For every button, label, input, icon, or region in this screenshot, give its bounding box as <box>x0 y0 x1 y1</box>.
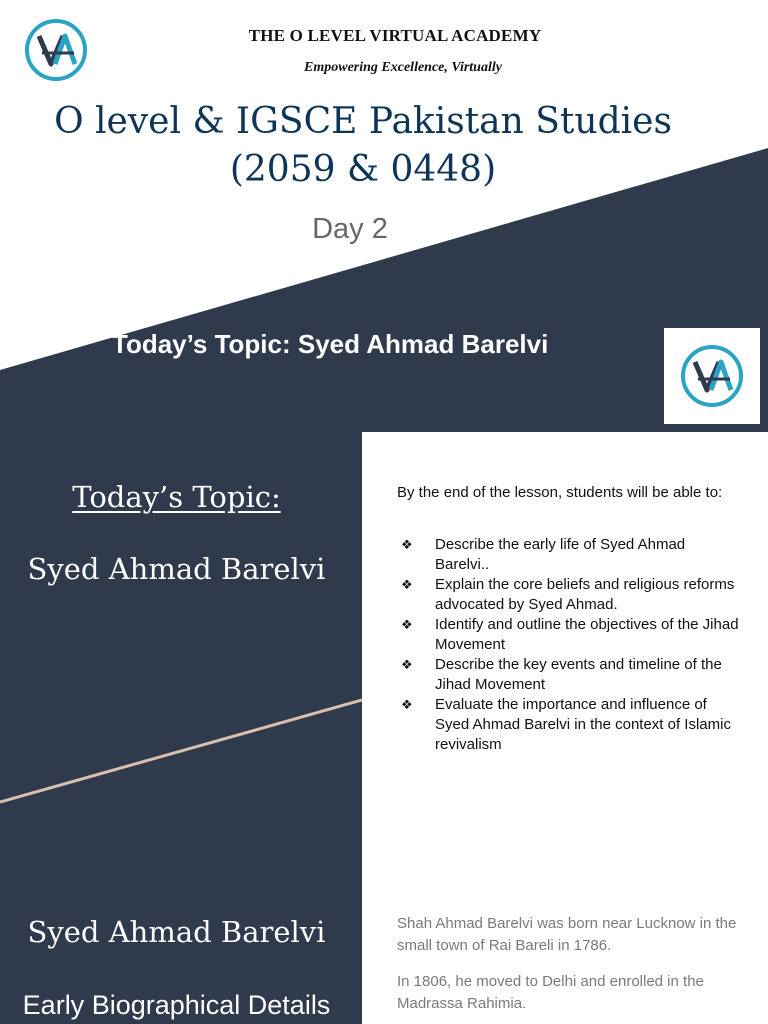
objectives-list <box>398 535 743 755</box>
title-slide <box>0 0 768 432</box>
list-item <box>398 575 743 615</box>
list-item <box>398 615 743 655</box>
diamond-bullet-icon: ❖ <box>401 537 413 552</box>
objective-text: Evaluate the importance and influence of Syed Ahmad Barelvi in the context of Islamic revivalism <box>435 696 731 753</box>
logo-card <box>664 328 760 424</box>
biography-paragraph: Shah Ahmad Barelvi was born near Lucknow in the small town of Rai Bareli in 1786. <box>397 915 737 954</box>
objective-text: Describe the early life of Syed Ahmad Barelvi.. <box>435 536 686 573</box>
biography-slide <box>0 868 768 1024</box>
list-item <box>398 695 743 755</box>
course-title-line2: (2059 & 0448) <box>229 149 497 190</box>
objectives-slide <box>0 432 768 868</box>
todays-topic-label: Today’s Topic: <box>72 480 281 514</box>
diamond-bullet-icon: ❖ <box>401 577 413 592</box>
objective-text: Identify and outline the objectives of the Jihad Movement <box>435 616 739 653</box>
biography-panel <box>362 868 768 1024</box>
course-title-line1: O level & IGSCE Pakistan Studies <box>54 101 672 142</box>
biography-subtitle: Early Biographical Details <box>22 990 331 1020</box>
course-title <box>0 98 726 194</box>
list-item <box>398 535 743 575</box>
ova-logo-icon <box>678 342 746 410</box>
list-item <box>398 655 743 695</box>
objective-text: Explain the core beliefs and religious reforms advocated by Syed Ahmad. <box>435 576 735 613</box>
objectives-intro: By the end of the lesson, students will be able to: <box>397 484 723 501</box>
objectives-panel <box>362 432 768 868</box>
diamond-bullet-icon: ❖ <box>401 697 413 712</box>
topic-name: Syed Ahmad Barelvi <box>27 552 326 586</box>
diamond-bullet-icon: ❖ <box>401 657 413 672</box>
academy-name: THE O LEVEL VIRTUAL ACADEMY <box>248 26 542 45</box>
diamond-bullet-icon: ❖ <box>401 617 413 632</box>
objective-text: Describe the key events and timeline of the Jihad Movement <box>435 656 722 693</box>
academy-tagline: Empowering Excellence, Virtually <box>304 60 502 75</box>
biography-name: Syed Ahmad Barelvi <box>27 915 326 949</box>
day-label: Day 2 <box>312 213 388 245</box>
biography-paragraph: In 1806, he moved to Delhi and enrolled in the Madrassa Rahimia. <box>397 973 704 1012</box>
topic-banner: Today’s Topic: Syed Ahmad Barelvi <box>112 329 549 359</box>
